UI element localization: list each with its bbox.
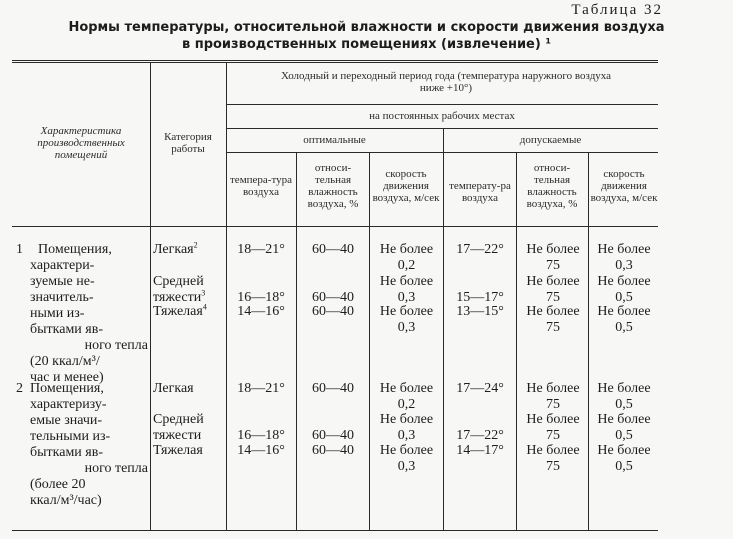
group-1-line: значитель- [30,290,94,305]
table-number: Таблица 32 [571,2,663,18]
group-2-line: Помещения, [30,381,104,396]
divider-allow-speed [588,152,589,530]
opt-speed: Не более 0,3 [379,443,434,474]
group-1-description [30,242,148,386]
header-temp-allowed: температу-ра воздуха [449,180,511,204]
header-bottom-rule [12,226,658,227]
opt-speed: Не более 0,2 [379,381,434,412]
group-1-line: характери- [30,258,95,273]
allow-temp: 13—15° [456,304,504,319]
header-allowed: допускаемые [519,134,582,146]
allow-humidity: Не более 75 [526,412,580,443]
opt-humidity: 60—40 [312,381,354,396]
footnote-mark: 3 [201,288,206,298]
category-label [153,443,203,459]
table-title [0,19,733,53]
header-characteristic: Характеристика производственных помещений [37,125,125,161]
allow-temp: 17—22° [456,428,504,443]
header-speed-allowed: скорость движения воздуха, м/сек [590,168,658,204]
group-2-number: 2 [16,381,23,396]
period-rule [226,104,658,105]
opt-humidity: 60—40 [312,242,354,257]
top-rule-double [12,62,658,63]
allow-temp: 14—17° [456,443,504,458]
allow-humidity: Не более 75 [526,242,580,273]
opt-temp: 16—18° [237,428,285,443]
category-label [153,242,198,258]
opt-temp: 18—21° [237,242,285,257]
header-optimal: оптимальные [303,134,366,146]
group-1-line: Помещения, [38,242,112,257]
header-humidity-allowed: относи-тельная влажность воздуха, % [526,162,578,210]
allow-temp: 15—17° [456,290,504,305]
group-1-line: (20 ккал/м³/ [30,354,100,369]
allow-speed: Не более 0,5 [597,304,651,335]
divider-opt-hum [296,152,297,530]
category-label [153,381,194,397]
opt-humidity: 60—40 [312,290,354,305]
opt-speed: Не более 0,3 [379,304,434,335]
allow-speed: Не более 0,5 [597,381,651,412]
opt-temp: 18—21° [237,381,285,396]
category-label [153,274,223,306]
divider-allow-hum [516,152,517,530]
opt-humidity: 60—40 [312,428,354,443]
footnote-mark: 4 [202,302,207,312]
permanent-rule [226,128,658,129]
opt-humidity: 60—40 [312,443,354,458]
allow-speed: Не более 0,5 [597,443,651,474]
category-text: Легкая [153,242,194,257]
group-1-line: бытками яв- [30,322,104,337]
category-text: Средней тяжести [153,274,204,305]
group-1-line: ного тепла [84,338,148,353]
divider-category [150,62,151,530]
allow-humidity: Не более 75 [526,443,580,474]
allow-humidity: Не более 75 [526,274,580,305]
allow-speed: Не более 0,5 [597,412,651,443]
group-2-description [30,381,148,509]
opt-temp: 14—16° [237,443,285,458]
group-1-line: час и менее) [30,370,104,385]
group-1-line: ными из- [30,306,85,321]
category-label [153,412,223,444]
allow-temp: 17—22° [456,242,504,257]
group-2-line: ного тепла [84,461,148,476]
header-temp: темпера-тура воздуха [230,174,293,198]
allow-speed: Не более 0,3 [597,242,651,273]
group-2-line: (более 20 [30,477,86,492]
category-text: Легкая [153,381,194,396]
group-2-line: ккал/м³/час) [30,493,102,508]
header-category: Категория работы [164,131,212,155]
opt-speed: Не более 0,3 [379,274,434,305]
allow-temp: 17—24° [456,381,504,396]
allow-humidity: Не более 75 [526,381,580,412]
footnote-mark: 2 [193,240,198,250]
opt-speed: Не более 0,3 [379,412,434,443]
header-speed: скорость движения воздуха, м/сек [372,168,440,204]
header-permanent: на постоянных рабочих местах [369,110,515,122]
category-text: Тяжелая [153,443,203,458]
opt-temp: 14—16° [237,304,285,319]
category-text: Средней тяжести [153,412,204,443]
group-2-line: бытками яв- [30,445,104,460]
opt-speed: Не более 0,2 [379,242,434,273]
opt-humidity: 60—40 [312,304,354,319]
group-2-line: характеризу- [30,397,107,412]
group-1-number: 1 [16,242,23,257]
top-rule [12,60,658,61]
group-2-line: тельными из- [30,429,111,444]
divider-opt-speed [369,152,370,530]
bottom-rule [12,530,658,531]
subgroup-rule [226,152,658,153]
title-line-2: в производственных помещениях (извлечение) ¹ [181,37,552,52]
opt-temp: 16—18° [237,290,285,305]
category-label [153,304,207,320]
category-text: Тяжелая [153,304,203,319]
allow-humidity: Не более 75 [526,304,580,335]
allow-speed: Не более 0,5 [597,274,651,305]
title-line-1: Нормы температуры, относительной влажности и скорости движения воздуха [68,20,665,35]
group-1-line: зуемые не- [30,274,95,289]
header-period: Холодный и переходный период года (температура наружного воздуха ниже +10°) [280,70,612,94]
header-humidity: относи-тельная влажность воздуха, % [307,162,359,210]
group-2-line: емые значи- [30,413,103,428]
divider-values [226,62,227,530]
